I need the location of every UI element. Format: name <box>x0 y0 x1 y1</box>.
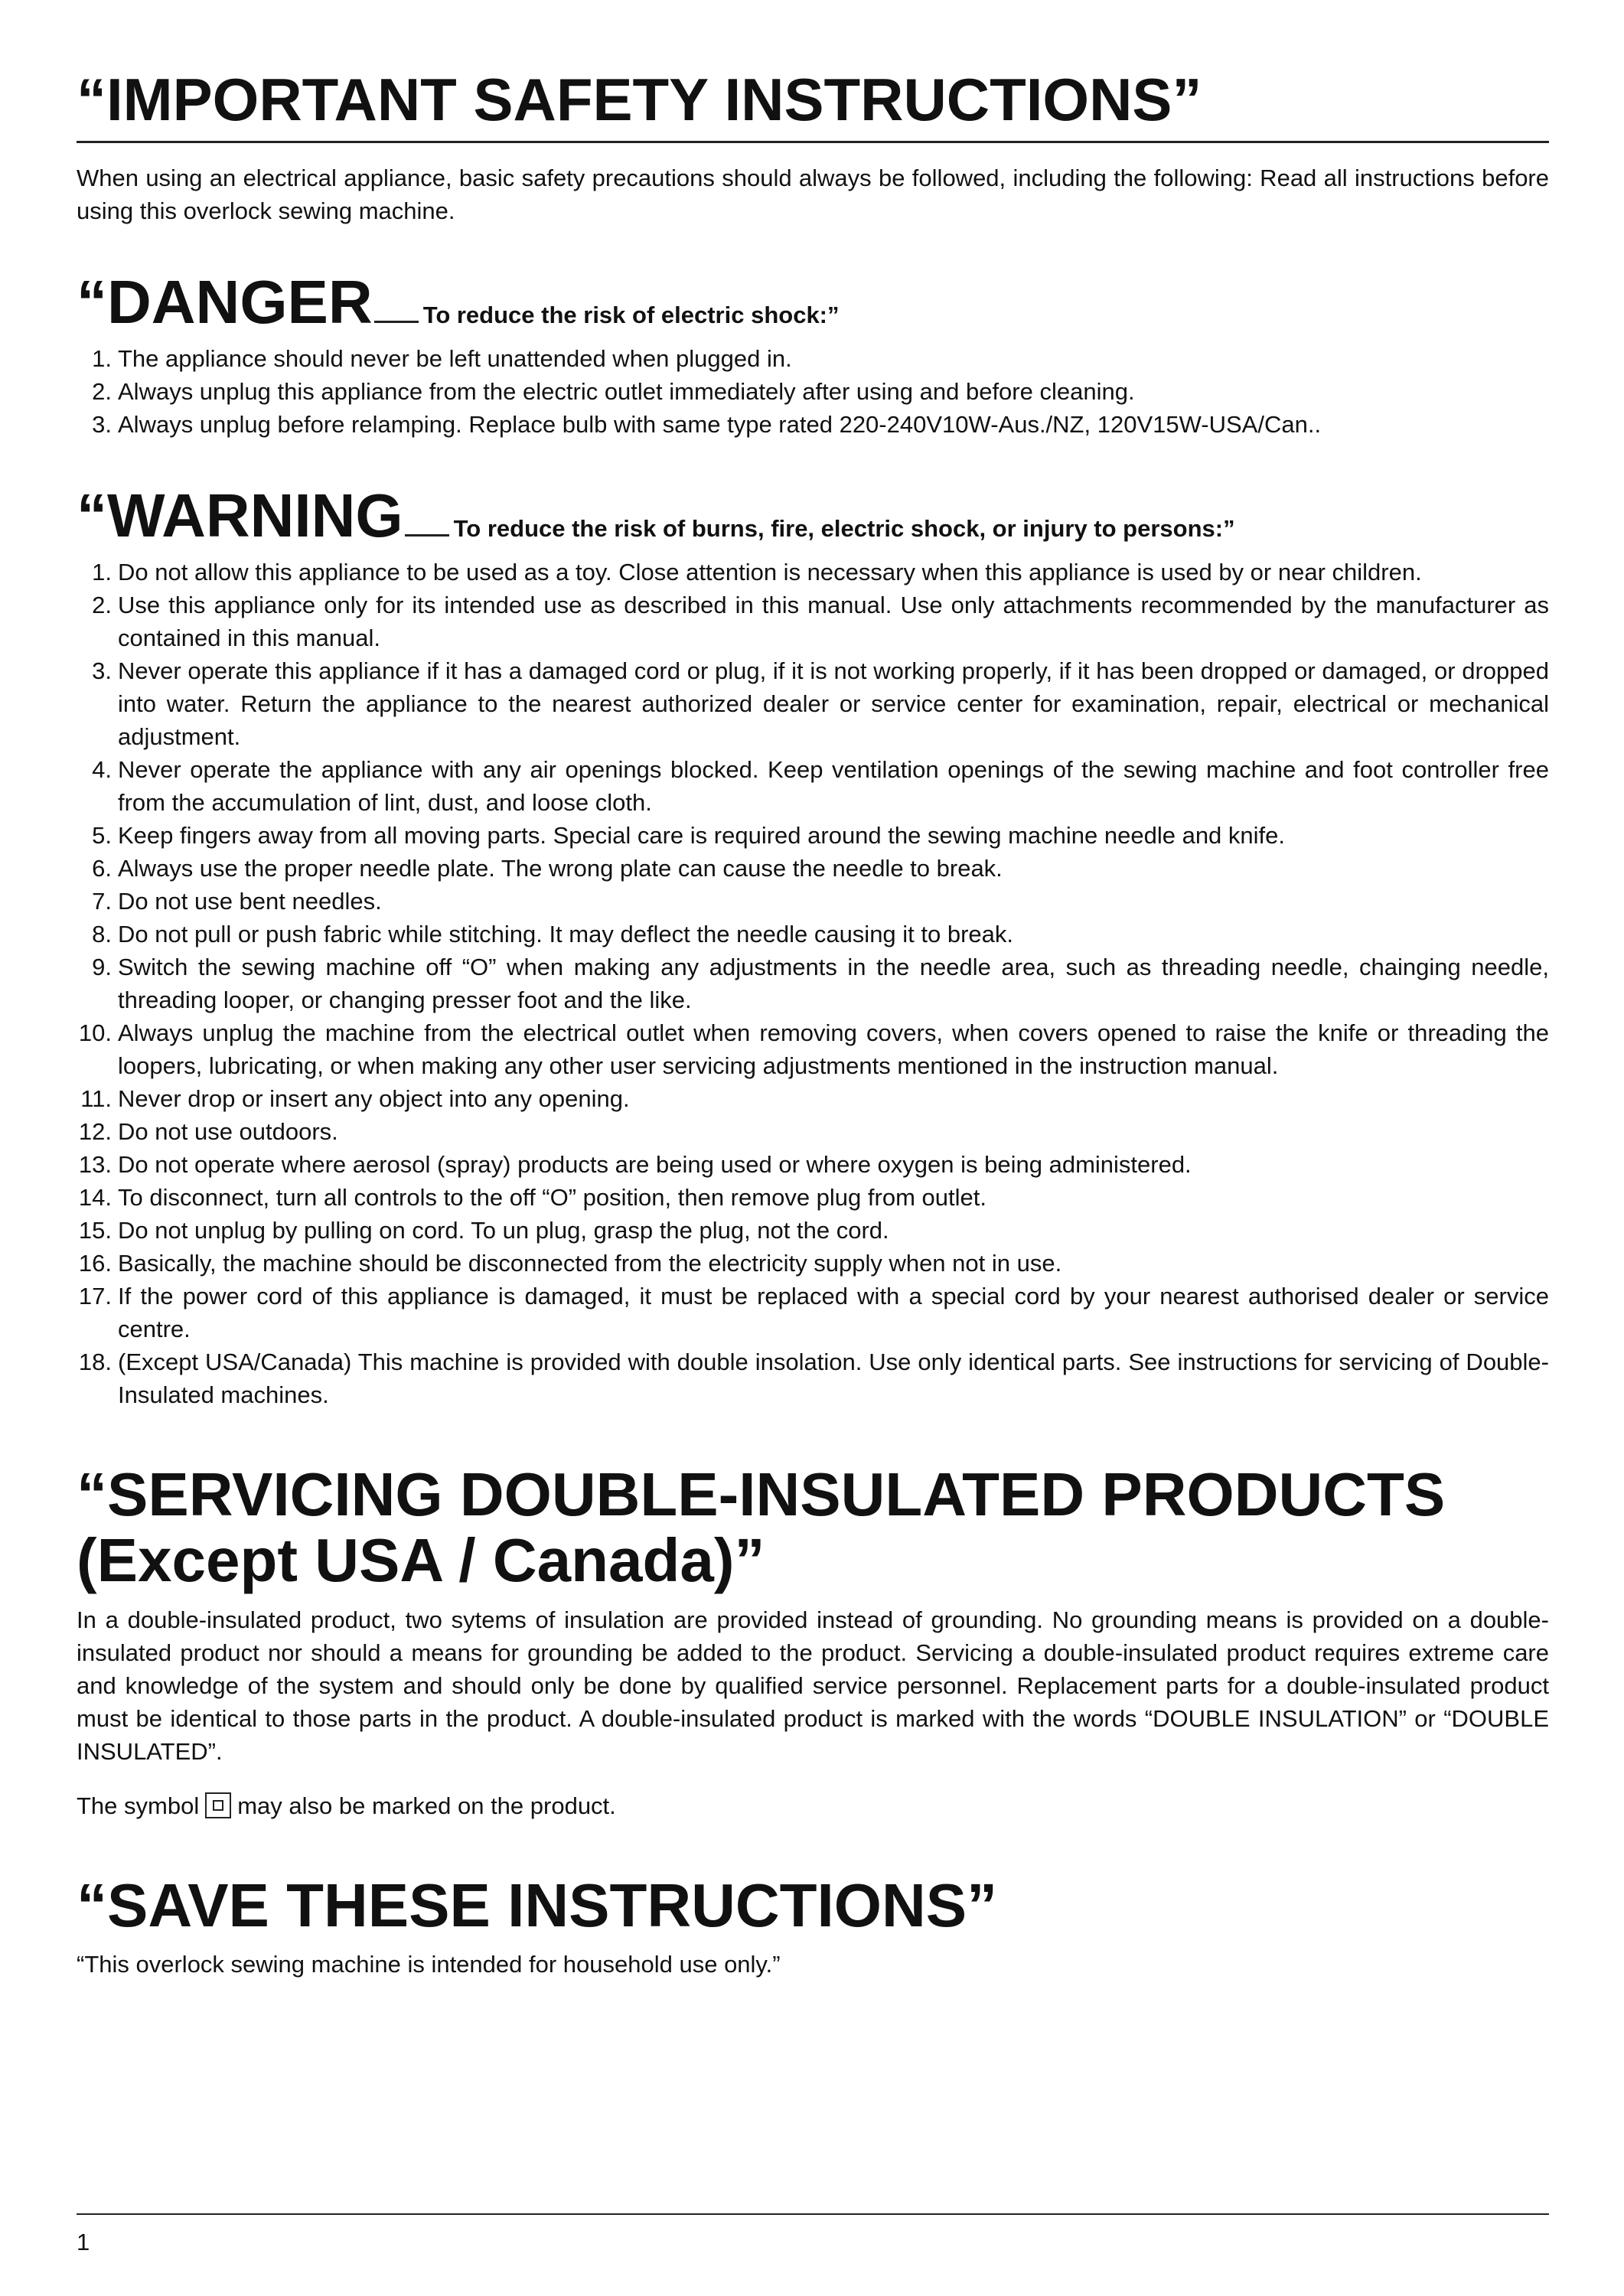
warning-heading <box>77 481 1549 550</box>
item-number: 15. <box>78 1216 112 1244</box>
danger-item <box>77 375 1549 408</box>
servicing-paragraph: In a double-insulated product, two sytems of insulation are provided instead of grounding. No grounding means is provided on a double-insulated product nor should a means for grounding be added to the product. Servicing a double-insulated product requires extreme care and knowledge of the system and should only be done by qualified service personnel. Replacement parts for a double-insulated product must be identical to those parts in the product. A double-insulated product is marked with the words “DOUBLE INSULATION” or “DOUBLE INSULATED”. <box>77 1606 1549 1765</box>
double-insulation-icon <box>205 1792 231 1818</box>
item-number: 5. <box>92 821 112 849</box>
danger-subtitle: To reduce the risk of electric shock:” <box>422 301 840 328</box>
item-text: Always unplug the machine from the electrical outlet when removing covers, when covers opened to raise the knife or threading the loopers, lubricating, or when making any other user servicing adjustments mentioned in the instruction manual. <box>118 1019 1549 1079</box>
item-text: If the power cord of this appliance is damaged, it must be replaced with a special cord by your nearest authorised dealer or service centre. <box>118 1282 1549 1342</box>
page-title: “IMPORTANT SAFETY INSTRUCTIONS” <box>77 69 1549 143</box>
item-text: (Except USA/Canada) This machine is provided with double insolation. Use only identical parts. See instructions for servicing of Double-Insulated machines. <box>118 1348 1549 1408</box>
household-note: “This overlock sewing machine is intended for household use only.” <box>77 1951 781 1978</box>
warning-subtitle: To reduce the risk of burns, fire, electric shock, or injury to persons:” <box>453 514 1235 542</box>
warning-item <box>77 556 1549 589</box>
warning-item <box>77 819 1549 852</box>
item-number: 9. <box>92 953 112 980</box>
item-text: Switch the sewing machine off “O” when making any adjustments in the needle area, such as threading needle, chainging needle, threading looper, or changing presser foot and the like. <box>118 953 1549 1013</box>
servicing-title-line1: “SERVICING DOUBLE-INSULATED PRODUCTS <box>77 1459 1446 1528</box>
danger-item <box>77 408 1549 441</box>
item-number: 16. <box>78 1249 112 1277</box>
danger-heading <box>77 267 1549 336</box>
heading-rule <box>374 321 419 323</box>
warning-item <box>77 589 1549 654</box>
item-text: Keep fingers away from all moving parts. Special care is required around the sewing machine needle and knife. <box>118 821 1286 849</box>
warning-item <box>77 1148 1549 1181</box>
symbol-line <box>77 1789 1549 1822</box>
item-number: 13. <box>78 1150 112 1178</box>
warning-item <box>77 1016 1549 1082</box>
warning-item <box>77 885 1549 918</box>
warning-item <box>77 1214 1549 1247</box>
item-number: 17. <box>78 1282 112 1309</box>
heading-rule <box>405 534 449 536</box>
item-number: 8. <box>92 920 112 947</box>
item-text: Do not use outdoors. <box>118 1117 338 1145</box>
item-number: 14. <box>78 1183 112 1211</box>
item-number: 1. <box>92 558 112 585</box>
item-number: 10. <box>78 1019 112 1046</box>
item-text: Use this appliance only for its intended use as described in this manual. Use only attachments recommended by the manufacturer as contained in this manual. <box>118 591 1549 651</box>
item-text: Basically, the machine should be disconnected from the electricity supply when not in use. <box>118 1249 1062 1277</box>
servicing-title <box>77 1459 1549 1595</box>
item-text: Always unplug this appliance from the electric outlet immediately after using and before cleaning. <box>118 377 1135 405</box>
item-text: Never drop or insert any object into any opening. <box>118 1084 630 1112</box>
page-number: 1 <box>77 2229 90 2255</box>
warning-item <box>77 852 1549 885</box>
item-text: Do not use bent needles. <box>118 887 382 915</box>
warning-item <box>77 654 1549 753</box>
warning-item <box>77 951 1549 1016</box>
warning-item <box>77 1082 1549 1115</box>
item-text: Always unplug before relamping. Replace bulb with same type rated 220-240V10W-Aus./NZ, 120V15W-USA/Can.. <box>118 410 1322 438</box>
item-number: 12. <box>78 1117 112 1145</box>
item-number: 6. <box>92 854 112 882</box>
symbol-text-before: The symbol <box>77 1792 200 1819</box>
item-text: Never operate this appliance if it has a damaged cord or plug, if it is not working properly, if it has been dropped or damaged, or dropped into water. Return the appliance to the nearest authorized dealer or service center for examination, repair, electrical or mechanical adjustment. <box>118 657 1549 750</box>
warning-item <box>77 1280 1549 1345</box>
danger-list <box>77 342 1549 441</box>
item-number: 4. <box>92 755 112 783</box>
intro-paragraph: When using an electrical appliance, basic safety precautions should always be followed, including the following: Read all instructions before using this overlock sewing machine. <box>77 164 1549 224</box>
item-text: Do not allow this appliance to be used as a toy. Close attention is necessary when this appliance is used by or near children. <box>118 558 1422 585</box>
warning-item <box>77 1247 1549 1280</box>
item-number: 18. <box>78 1348 112 1375</box>
item-number: 2. <box>92 377 112 405</box>
item-text: The appliance should never be left unattended when plugged in. <box>118 344 792 372</box>
document-page <box>77 66 1549 1981</box>
symbol-text-after: may also be marked on the product. <box>237 1792 616 1819</box>
warning-list <box>77 556 1549 1411</box>
danger-item <box>77 342 1549 375</box>
item-number: 11. <box>80 1084 112 1112</box>
warning-item <box>77 1115 1549 1148</box>
item-text: Never operate the appliance with any air openings blocked. Keep ventilation openings of the sewing machine and foot controller free from the accumulation of lint, dust, and loose cloth. <box>118 755 1549 816</box>
item-text: Do not unplug by pulling on cord. To un plug, grasp the plug, not the cord. <box>118 1216 889 1244</box>
item-text: Always use the proper needle plate. The wrong plate can cause the needle to break. <box>118 854 1003 882</box>
item-number: 1. <box>92 344 112 372</box>
item-number: 3. <box>92 410 112 438</box>
warning-item <box>77 918 1549 951</box>
warning-title: “WARNING <box>77 481 403 550</box>
item-number: 2. <box>92 591 112 618</box>
item-text: Do not operate where aerosol (spray) products are being used or where oxygen is being administered. <box>118 1150 1192 1178</box>
warning-item <box>77 1345 1549 1411</box>
warning-item <box>77 753 1549 819</box>
item-number: 3. <box>92 657 112 684</box>
servicing-title-line2: (Except USA / Canada)” <box>77 1526 765 1595</box>
footer-rule <box>77 2213 1549 2215</box>
danger-title: “DANGER <box>77 267 373 336</box>
save-title: “SAVE THESE INSTRUCTIONS” <box>77 1870 998 1939</box>
item-number: 7. <box>92 887 112 915</box>
item-text: Do not pull or push fabric while stitching. It may deflect the needle causing it to break. <box>118 920 1014 947</box>
item-text: To disconnect, turn all controls to the off “O” position, then remove plug from outlet. <box>118 1183 986 1211</box>
warning-item <box>77 1181 1549 1214</box>
